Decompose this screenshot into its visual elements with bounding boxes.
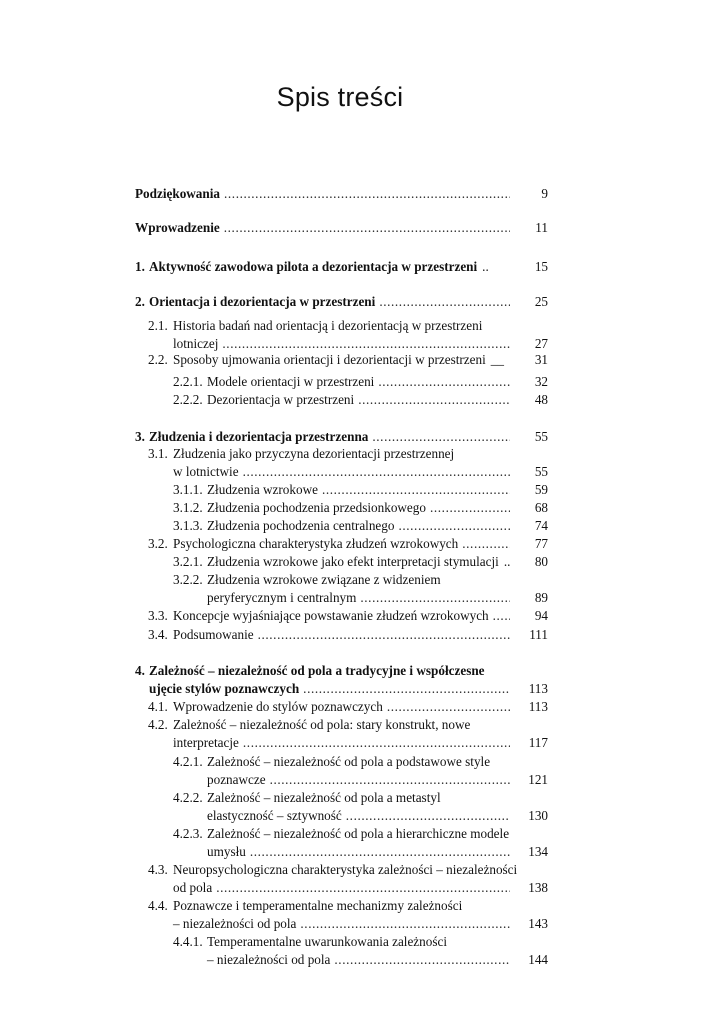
toc-entry-number: 3.3.	[148, 608, 168, 623]
dot-leader	[250, 842, 510, 862]
toc-entry-number: 1.	[135, 259, 145, 274]
toc-entry-title: Zależność – niezależność od pola: stary konstrukt, nowe	[173, 717, 471, 732]
dot-leader	[300, 914, 510, 934]
toc-entry-number: 4.1.	[148, 699, 168, 714]
dot-leader	[462, 534, 510, 554]
toc-entry-title: – niezależności od pola	[207, 952, 331, 967]
toc-entry-title: ujęcie stylów poznawczych	[149, 681, 300, 696]
toc-entry-title: Zależność – niezależność od pola a metastyl	[207, 790, 441, 805]
toc-page-number: 15	[534, 259, 548, 274]
toc-entry-title: Zależność – niezależność od pola a podstawowe style	[207, 754, 491, 769]
toc-entry-number: 4.4.	[148, 898, 168, 913]
toc-entry	[0, 184, 724, 204]
toc-page-number: 138	[528, 880, 548, 895]
toc-entry	[0, 390, 724, 410]
toc-entry-title: Złudzenia i dezorientacja przestrzenna	[149, 429, 369, 444]
toc-entry-title: Złudzenia jako przyczyna dezorientacji przestrzennej	[173, 446, 455, 461]
toc-entry	[0, 788, 724, 808]
toc-entry-title: Złudzenia pochodzenia przedsionkowego	[207, 500, 426, 515]
toc-entry	[0, 770, 724, 790]
toc-entry-title: Złudzenia pochodzenia centralnego	[207, 518, 395, 533]
toc-entry-title: Neuropsychologiczna charakterystyka zależności – niezależności	[173, 862, 518, 877]
toc-entry-title: Wprowadzenie do stylów poznawczych	[173, 699, 383, 714]
toc-entry	[0, 661, 724, 681]
dot-leader	[360, 588, 510, 608]
toc-entry	[0, 534, 724, 554]
toc-entry	[0, 480, 724, 500]
toc-entry	[0, 570, 724, 590]
toc-entry-title: Podziękowania	[135, 186, 220, 201]
toc-page-number: 32	[534, 374, 548, 389]
dot-leader	[322, 480, 510, 500]
page-title: Spis treści	[276, 82, 404, 112]
toc-entry-number: 3.2.1.	[173, 554, 203, 569]
toc-entry-number: 3.	[135, 429, 145, 444]
toc-entry	[0, 950, 724, 970]
toc-entry-title: Psychologiczna charakterystyka złudzeń wzrokowych	[173, 536, 459, 551]
toc-page-number: 134	[528, 844, 548, 859]
toc-entry-title: Temperamentalne uwarunkowania zależności	[207, 934, 448, 949]
toc-entry-title: Wprowadzenie	[135, 220, 220, 235]
toc-entry	[0, 806, 724, 826]
toc-entry-number: 2.	[135, 294, 145, 309]
toc-entry-number: 3.1.2.	[173, 500, 203, 515]
toc-entry	[0, 292, 724, 312]
toc-entry-title: Dezorientacja w przestrzeni	[207, 392, 355, 407]
toc-entry	[0, 498, 724, 518]
toc-entry	[0, 697, 724, 717]
toc-entry	[0, 444, 724, 464]
dot-leader	[430, 498, 510, 518]
toc-entry-title: Orientacja i dezorientacja w przestrzeni	[149, 294, 376, 309]
toc-page-number: 89	[534, 590, 548, 605]
toc-entry	[0, 715, 724, 735]
toc-entry	[0, 316, 724, 336]
toc-entry-number: 4.2.1.	[173, 754, 203, 769]
toc-entry	[0, 462, 724, 482]
toc-entry-title: poznawcze	[207, 772, 266, 787]
toc-entry-title: – niezależności od pola	[173, 916, 297, 931]
toc-entry-number: 2.2.	[148, 352, 168, 367]
dot-leader	[243, 462, 510, 482]
toc-entry-title: Sposoby ujmowania orientacji i dezorientacji w przestrzeni	[173, 352, 486, 367]
toc-page-number: 144	[528, 952, 548, 967]
dot-leader	[258, 625, 510, 645]
toc-entry	[0, 896, 724, 916]
toc-entry-title: Podsumowanie	[173, 627, 254, 642]
toc-entry-title: peryferycznym i centralnym	[207, 590, 357, 605]
toc-page-number: 111	[529, 627, 548, 642]
toc-entry-title: Zależność – niezależność od pola a hierarchiczne modele	[207, 826, 510, 841]
toc-entry	[0, 588, 724, 608]
toc-page-number: 55	[534, 429, 548, 444]
toc-entry	[0, 516, 724, 536]
toc-entry-title: Złudzenia wzrokowe	[207, 482, 318, 497]
toc-entry	[0, 878, 724, 898]
toc-entry-number: 2.2.1.	[173, 374, 203, 389]
toc-entry-number: 4.2.	[148, 717, 168, 732]
toc-entry-number: 4.	[135, 663, 145, 678]
dot-leader	[270, 770, 510, 790]
toc-entry	[0, 752, 724, 772]
toc-entry-number: 3.1.3.	[173, 518, 203, 533]
toc-entry-trailer: ..	[503, 554, 511, 569]
toc-entry-trailer: ..	[482, 259, 489, 274]
toc-entry-title: Złudzenia wzrokowe związane z widzeniem	[207, 572, 441, 587]
dot-leader	[378, 372, 510, 392]
toc-entry-title: w lotnictwie	[173, 464, 239, 479]
toc-page-number: 117	[528, 735, 548, 750]
toc-entry-number: 4.2.2.	[173, 790, 203, 805]
toc-entry-title: Historia badań nad orientacją i dezorientacją w przestrzeni	[173, 318, 483, 333]
toc-entry-title: elastyczność – sztywność	[207, 808, 342, 823]
toc-entry	[0, 914, 724, 934]
toc-entry	[0, 932, 724, 952]
toc-entry	[0, 824, 724, 844]
toc-entry	[0, 860, 724, 880]
toc-entry-title: Aktywność zawodowa pilota a dezorientacja w przestrzeni	[149, 259, 478, 274]
toc-entry-trailer: __	[490, 352, 504, 367]
toc-page-number: 25	[534, 294, 548, 309]
toc-page-number: 77	[534, 536, 548, 551]
toc-page-number: 94	[534, 608, 548, 623]
toc-entry	[0, 842, 724, 862]
toc-entry-title: interpretacje	[173, 735, 239, 750]
toc-page-number: 48	[534, 392, 548, 407]
toc-entry-number: 3.2.	[148, 536, 168, 551]
toc-entry	[0, 350, 724, 370]
toc-page-number: 143	[528, 916, 548, 931]
toc-page-number: 80	[534, 554, 548, 569]
toc-page-number: 27	[534, 336, 548, 351]
toc-entry-number: 4.2.3.	[173, 826, 203, 841]
toc-entry	[0, 606, 724, 626]
toc-entry-title: lotniczej	[173, 336, 219, 351]
toc-entry-title: od pola	[173, 880, 213, 895]
toc-page-number: 31	[534, 352, 548, 367]
dot-leader	[493, 606, 510, 626]
dot-leader	[243, 733, 510, 753]
toc-entry	[0, 625, 724, 645]
toc-entry	[0, 218, 724, 238]
toc-page-number: 68	[534, 500, 548, 515]
dot-leader	[346, 806, 510, 826]
dot-leader	[303, 679, 510, 699]
dot-leader	[387, 697, 510, 717]
toc-entry	[0, 372, 724, 392]
toc-page-number: 9	[541, 186, 548, 201]
dot-leader	[334, 950, 510, 970]
toc-entry	[0, 552, 724, 572]
toc-page-number: 59	[534, 482, 548, 497]
toc-entry	[0, 679, 724, 699]
dot-leader	[224, 218, 510, 238]
dot-leader	[379, 292, 510, 312]
toc-page-number: 130	[528, 808, 548, 823]
toc-entry-number: 3.1.	[148, 446, 168, 461]
dot-leader	[358, 390, 510, 410]
toc-entry-title: Zależność – niezależność od pola a tradycyjne i współczesne	[149, 663, 485, 678]
toc-page-number: 74	[534, 518, 548, 533]
toc-entry-title: Modele orientacji w przestrzeni	[207, 374, 375, 389]
toc-entry-number: 3.1.1.	[173, 482, 203, 497]
toc-entry-number: 4.4.1.	[173, 934, 203, 949]
toc-entry-title: umysłu	[207, 844, 246, 859]
toc-entry-title: Złudzenia wzrokowe jako efekt interpretacji stymulacji	[207, 554, 499, 569]
toc-entry	[0, 733, 724, 753]
toc-page-number: 113	[528, 699, 548, 714]
dot-leader	[224, 184, 510, 204]
toc-entry-number: 3.4.	[148, 627, 168, 642]
dot-leader	[216, 878, 510, 898]
dot-leader	[398, 516, 510, 536]
toc-entry-number: 2.1.	[148, 318, 168, 333]
toc-entry-number: 4.3.	[148, 862, 168, 877]
toc-page-number: 55	[534, 464, 548, 479]
toc-page-number: 11	[535, 220, 548, 235]
toc-entry-title: Poznawcze i temperamentalne mechanizmy zależności	[173, 898, 463, 913]
toc-entry-title: Koncepcje wyjaśniające powstawanie złudzeń wzrokowych	[173, 608, 489, 623]
toc-page-number: 121	[528, 772, 548, 787]
toc-entry-number: 3.2.2.	[173, 572, 203, 587]
toc-entry	[0, 257, 724, 277]
toc-entry-number: 2.2.2.	[173, 392, 203, 407]
toc-page-number: 113	[528, 681, 548, 696]
